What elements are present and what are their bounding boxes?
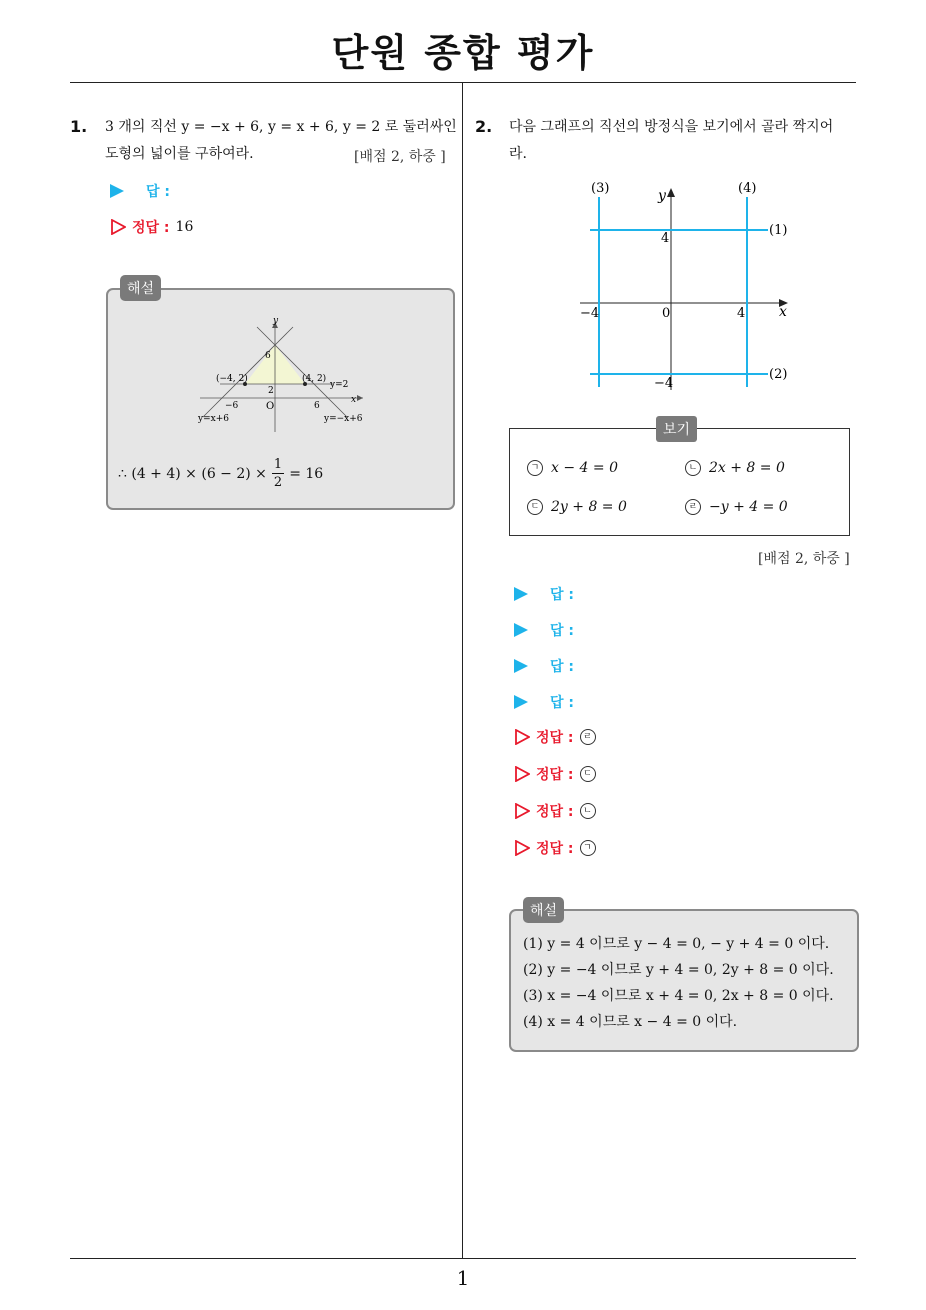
q2-answer-row-3[interactable] (514, 656, 574, 676)
q1-explanation-text: ∴ (4 + 4) × (6 − 2) × (118, 465, 267, 482)
q1-fig-label-2: 2 (268, 386, 274, 396)
q2-correct-row-1 (514, 727, 596, 747)
q2-correct-label-4: 정답 : (536, 841, 574, 857)
bottom-divider (70, 1258, 856, 1259)
correct-arrow-icon (514, 729, 530, 745)
q1-fig-point-right: (4, 2) (302, 374, 327, 384)
answer-arrow-icon (514, 587, 528, 601)
q2-explanation-box (509, 909, 859, 1052)
bogi-tag: 보기 (656, 416, 697, 442)
q1-correct-row (110, 217, 193, 237)
q2-answer-row-4[interactable] (514, 692, 574, 712)
q2-correct-row-2 (514, 764, 596, 784)
q2-graph-origin: 0 (662, 306, 671, 321)
q2-number: 2. (475, 117, 493, 136)
q1-explanation-end: = 16 (289, 465, 324, 482)
q2-graph-tick-xneg4: −4 (580, 306, 600, 321)
q1-explanation-box (106, 288, 455, 510)
correct-arrow-icon (514, 766, 530, 782)
q2-explanation-4: (4) x = 4 이므로 x − 4 = 0 이다. (523, 1014, 738, 1030)
bogi-item-2 (685, 460, 785, 476)
q1-frac-num: 1 (273, 457, 283, 472)
q2-correct-value-1: ㄹ (580, 729, 596, 745)
q2-graph-label-4: (4) (738, 181, 757, 196)
q1-frac-den: 2 (273, 475, 283, 490)
bogi-item-3 (527, 499, 627, 515)
q2-explanation-1: (1) y = 4 이므로 y − 4 = 0, − y + 4 = 0 이다. (523, 936, 830, 952)
q1-text-line1: 3 개의 직선 y = −x + 6, y = x + 6, y = 2 로 둘러싸인 (105, 119, 457, 135)
bogi-eq-4: −y + 4 = 0 (709, 499, 788, 515)
q2-text-line1: 다음 그래프의 직선의 방정식을 보기에서 골라 짝지어 (509, 119, 834, 135)
answer-arrow-icon (514, 659, 528, 673)
q1-answer-row[interactable] (110, 181, 170, 201)
q1-meta: [배점 2, 하중 ] (354, 149, 446, 165)
correct-arrow-icon (110, 219, 126, 235)
circle-mark-icon: ㄴ (685, 460, 701, 476)
circle-mark-icon: ㄷ (527, 499, 543, 515)
q2-graph (570, 175, 810, 395)
q1-fig-x-label: x (351, 395, 357, 405)
q2-graph-tick-y4: 4 (661, 231, 670, 246)
q2-answer-label-1: 답 : (550, 587, 574, 603)
q2-explanation-tag: 해설 (523, 897, 564, 923)
q2-correct-value-2: ㄷ (580, 766, 596, 782)
q1-fig-y-label: y (273, 316, 279, 326)
circle-mark-icon: ㄱ (527, 460, 543, 476)
q2-answer-label-2: 답 : (550, 623, 574, 639)
top-divider (70, 82, 856, 83)
q2-explanation-3: (3) x = −4 이므로 x + 4 = 0, 2x + 8 = 0 이다. (523, 988, 834, 1004)
bogi-eq-1: x − 4 = 0 (551, 460, 618, 476)
q1-fig-line-left: y=x+6 (198, 414, 229, 424)
correct-arrow-icon (514, 803, 530, 819)
q2-answer-row-1[interactable] (514, 584, 574, 604)
q1-explanation-tag: 해설 (120, 275, 161, 301)
bogi-item-4 (685, 499, 788, 515)
q2-graph-label-2: (2) (769, 367, 788, 382)
answer-arrow-icon (514, 695, 528, 709)
q2-text-line2: 라. (509, 146, 527, 162)
q2-answer-row-2[interactable] (514, 620, 574, 640)
q2-correct-row-3 (514, 801, 596, 821)
q1-fig-point-left: (−4, 2) (216, 374, 248, 384)
q1-fig-label-neg6: −6 (225, 401, 239, 411)
q2-correct-label-2: 정답 : (536, 767, 574, 783)
q2-graph-x-label: x (779, 304, 787, 320)
q2-correct-label-3: 정답 : (536, 804, 574, 820)
q2-explanation-2: (2) y = −4 이므로 y + 4 = 0, 2y + 8 = 0 이다. (523, 962, 834, 978)
page-title: 단원 종합 평가 (331, 31, 595, 75)
q1-correct-value: 16 (175, 219, 194, 235)
bogi-eq-2: 2x + 8 = 0 (709, 460, 785, 476)
correct-arrow-icon (514, 840, 530, 856)
q2-meta: [배점 2, 하중 ] (758, 551, 850, 567)
q2-graph-y-label: y (658, 188, 666, 204)
q1-answer-label: 답 : (146, 184, 170, 200)
q1-fig-label-6-right: 6 (314, 401, 320, 411)
q1-text-line2: 도형의 넓이를 구하여라. (105, 146, 254, 162)
q2-correct-row-4 (514, 838, 596, 858)
q1-explanation (118, 456, 323, 491)
q2-correct-value-4: ㄱ (580, 840, 596, 856)
q1-number: 1. (70, 117, 88, 136)
q2-graph-tick-yneg4: −4 (654, 376, 674, 391)
q1-fig-line-right: y=−x+6 (324, 414, 363, 424)
q2-graph-tick-x4: 4 (737, 306, 746, 321)
q2-correct-value-3: ㄴ (580, 803, 596, 819)
circle-mark-icon: ㄹ (685, 499, 701, 515)
answer-arrow-icon (514, 623, 528, 637)
q1-fig-origin: O (266, 401, 275, 412)
q1-fraction (272, 456, 284, 491)
bogi-eq-3: 2y + 8 = 0 (551, 499, 627, 515)
answer-arrow-icon (110, 184, 124, 198)
page-number: 1 (456, 1266, 470, 1290)
q2-correct-label-1: 정답 : (536, 730, 574, 746)
q2-answer-label-4: 답 : (550, 695, 574, 711)
bogi-box (509, 428, 850, 536)
q1-correct-label: 정답 : (132, 220, 170, 236)
q2-graph-label-3: (3) (591, 181, 610, 196)
q1-fig-line-y2: y=2 (330, 380, 349, 390)
q1-fig-label-6-top: 6 (265, 351, 271, 361)
q2-answer-label-3: 답 : (550, 659, 574, 675)
q2-graph-label-1: (1) (769, 223, 788, 238)
bogi-item-1 (527, 460, 618, 476)
column-divider (462, 83, 463, 1258)
